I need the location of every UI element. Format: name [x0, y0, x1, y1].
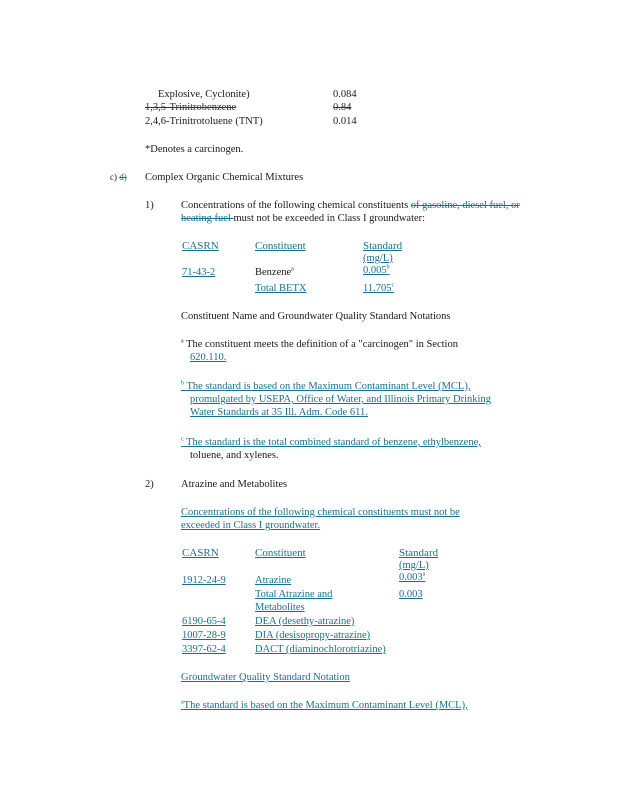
- top-row-name: Explosive, Cyclonite): [158, 89, 250, 100]
- constituent-cell: Atrazine: [255, 575, 292, 586]
- casrn-cell: 1007-28-9: [182, 630, 226, 641]
- standard-cell: [363, 264, 390, 277]
- casrn-cell: 3397-62-4: [182, 644, 226, 655]
- item2-note-a-sup: a: [181, 699, 184, 706]
- section-label-new: c): [110, 172, 117, 182]
- note-a-line1: The constituent meets the definition of a "carcinogen" in Section: [186, 339, 458, 350]
- note-b-line1: [181, 380, 470, 393]
- standard-cell: 0.003: [399, 589, 423, 600]
- constituent-cell: DACT (diaminochlorotriazine): [255, 644, 386, 655]
- col-header-casrn: CASRN: [182, 240, 219, 252]
- casrn-cell: 71-43-2: [182, 267, 216, 278]
- note-c-text1: The standard is the total combined standard of benzene, ethylbenzene,: [186, 437, 481, 448]
- notations-title: Constituent Name and Groundwater Quality Standard Notations: [181, 311, 451, 322]
- col-header-casrn: CASRN: [182, 547, 219, 559]
- col-header-units: (mg/L): [363, 253, 393, 264]
- item1-text-a: Concentrations of the following chemical constituents: [181, 200, 411, 211]
- item2-note-a: [181, 699, 468, 712]
- constituent-cell: Total BETX: [255, 283, 307, 294]
- carcinogen-note: *Denotes a carcinogen.: [145, 144, 244, 155]
- section-label: [110, 171, 127, 184]
- standard-cell-value: 11.705: [363, 283, 392, 294]
- constituent-cell: DEA (desethy-atrazine): [255, 616, 355, 627]
- col-header-constituent: Constituent: [255, 240, 306, 252]
- section-label-old: d): [119, 172, 127, 182]
- col-header-standard: Standard: [363, 240, 403, 252]
- note-a: [181, 338, 458, 351]
- note-b-text1: The standard is based on the Maximum Contaminant Level (MCL),: [186, 381, 471, 392]
- item2-intro-line1: Concentrations of the following chemical constituents must not be: [181, 507, 460, 518]
- note-c-sup: c: [181, 436, 184, 443]
- standard-cell-value: 0.005: [363, 265, 387, 276]
- top-row-value-deleted: 0.84: [333, 102, 352, 113]
- top-row-value: 0.084: [333, 89, 357, 100]
- standard-cell: [363, 282, 394, 295]
- constituent-cell: DIA (desisopropy-atrazine): [255, 630, 371, 641]
- note-a-line2: 620.110.: [190, 352, 227, 363]
- note-a-sup: a: [181, 338, 184, 345]
- note-c-line2: toluene, and xylenes.: [190, 450, 279, 461]
- note-b-line3: Water Standards at 35 Ill. Adm. Code 611.: [190, 407, 368, 418]
- item1-text: [181, 199, 531, 225]
- standard-cell-value: 0.003: [399, 572, 423, 583]
- note-c-line1: [181, 436, 481, 449]
- note-b-sup: b: [181, 380, 184, 387]
- standard-cell-sup: a: [422, 571, 426, 578]
- standard-cell: [399, 571, 425, 584]
- casrn-cell: 1912-24-9: [182, 575, 226, 586]
- constituent-cell: Metabolites: [255, 602, 305, 613]
- section-title: Complex Organic Chemical Mixtures: [145, 172, 304, 183]
- top-row-value: 0.014: [333, 116, 357, 127]
- item1-text-b: must not be exceeded in Class I groundwater:: [233, 213, 426, 224]
- constituent-cell: [255, 266, 294, 279]
- top-row-name-deleted: 1,3,5-Trinitrobenzene: [145, 102, 237, 113]
- item2-note-a-text: The standard is based on the Maximum Contaminant Level (MCL),: [183, 700, 468, 711]
- casrn-cell: 6190-65-4: [182, 616, 226, 627]
- col-header-units: (mg/L): [399, 560, 429, 571]
- note-b-line2: promulgated by USEPA, Office of Water, and Illinois Primary Drinking: [190, 394, 491, 405]
- top-row-name: 2,4,6-Trinitrotoluene (TNT): [145, 116, 263, 127]
- standard-cell-sup: c: [391, 282, 395, 289]
- notation-title: Groundwater Quality Standard Notation: [181, 672, 350, 683]
- item1-number: 1): [145, 200, 154, 211]
- constituent-cell-name: Benzene: [255, 267, 292, 278]
- col-header-standard: Standard: [399, 547, 439, 559]
- constituent-cell: Total Atrazine and: [255, 589, 333, 600]
- item1-text-deleted: of gasoline, diesel fuel, or heating fuel: [181, 200, 520, 224]
- col-header-constituent: Constituent: [255, 547, 306, 559]
- standard-cell-sup: b: [386, 264, 390, 271]
- item2-intro-line2: exceeded in Class I groundwater.: [181, 520, 321, 531]
- item2-number: 2): [145, 479, 154, 490]
- constituent-cell-sup: a: [291, 266, 294, 273]
- item2-title: Atrazine and Metabolites: [181, 479, 288, 490]
